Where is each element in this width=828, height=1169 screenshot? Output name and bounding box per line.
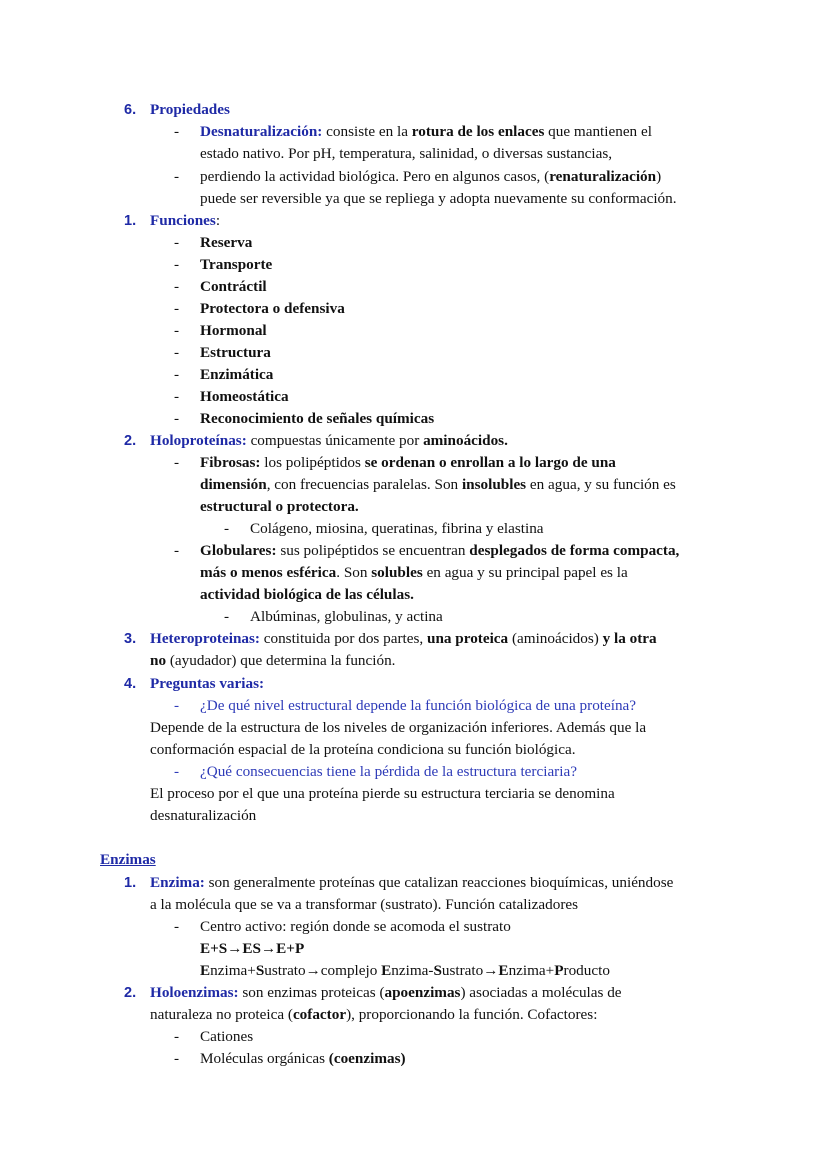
bullet-dash: - xyxy=(174,278,180,295)
bullet-dash: - xyxy=(174,256,180,273)
section-title-preguntas: Preguntas varias: xyxy=(150,675,265,692)
equation-segment: E xyxy=(498,962,509,979)
bullet-dash: - xyxy=(174,344,180,361)
list-number: 1. xyxy=(124,875,137,891)
bullet-dash: - xyxy=(174,763,180,780)
cofactor-cationes: Cationes xyxy=(200,1028,254,1045)
globulares-examples: Albúminas, globulinas, y actina xyxy=(250,608,443,625)
bullet-dash: - xyxy=(174,366,180,383)
answer-2-line-1: El proceso por el que una proteína pierde su estructura terciaria se denomina xyxy=(150,785,615,802)
equation-segment: nzima- xyxy=(391,962,434,979)
answer-1-line-1: Depende de la estructura de los niveles de organización inferiores. Además que la xyxy=(150,719,647,736)
funcion-item: Transporte xyxy=(200,256,273,273)
equation-segment: roducto xyxy=(563,962,610,979)
bullet-dash: - xyxy=(174,1050,180,1067)
equation-segment: E xyxy=(381,962,392,979)
enzima-line-2: a la molécula que se va a transformar (sustrato). Función catalizadores xyxy=(150,896,579,913)
funcion-item: Enzimática xyxy=(200,366,274,383)
question-2: ¿Qué consecuencias tiene la pérdida de la estructura terciaria? xyxy=(200,763,577,780)
renaturalizacion-line-2: puede ser reversible ya que se repliega y adopta nuevamente su conformación. xyxy=(200,190,677,207)
funcion-item: Hormonal xyxy=(200,322,267,339)
holoenzimas-line-2: naturaleza no proteica (cofactor), proporcionando la función. Cofactores: xyxy=(150,1006,598,1023)
equation-segment: ustrato→ xyxy=(441,962,499,979)
section-title-propiedades: Propiedades xyxy=(150,101,230,118)
fibrosas-line-3: estructural o protectora. xyxy=(200,498,359,515)
heteroproteinas-line-1: Heteroproteinas: constituida por dos partes, una proteica (aminoácidos) y la otra xyxy=(150,630,657,647)
section-title-funciones: Funciones: xyxy=(150,212,221,229)
centro-activo: Centro activo: región donde se acomoda el sustrato xyxy=(200,918,511,935)
funcion-item: Reserva xyxy=(200,234,253,251)
renaturalizacion-line-1: perdiendo la actividad biológica. Pero en algunos casos, (renaturalización) xyxy=(200,168,662,185)
list-number: 3. xyxy=(124,631,137,647)
holoenzimas-line-1: Holoenzimas: son enzimas proteicas (apoenzimas) asociadas a moléculas de xyxy=(150,984,622,1001)
funcion-item: Protectora o defensiva xyxy=(200,300,345,317)
heading-enzimas-link[interactable]: Enzimas xyxy=(100,851,156,868)
equation-segment: E xyxy=(200,962,211,979)
desnaturalizacion-line-1: Desnaturalización: consiste en la rotura de los enlaces que mantienen el xyxy=(200,123,652,140)
bullet-dash: - xyxy=(174,1028,180,1045)
heteroproteinas-line-2: no (ayudador) que determina la función. xyxy=(150,652,396,669)
cofactor-moleculas-organicas: Moléculas orgánicas (coenzimas) xyxy=(200,1050,406,1067)
answer-2-line-2: desnaturalización xyxy=(150,807,257,824)
equation-segment: S xyxy=(433,962,442,979)
holoproteinas-line: Holoproteínas: compuestas únicamente por aminoácidos. xyxy=(150,432,508,449)
enzima-line-1: Enzima: son generalmente proteínas que catalizan reacciones bioquímicas, uniéndose xyxy=(150,874,674,891)
list-number: 6. xyxy=(124,102,137,118)
bullet-dash: - xyxy=(174,322,180,339)
equation-segment: P xyxy=(554,962,564,979)
bullet-dash: - xyxy=(174,388,180,405)
reaction-equation-words xyxy=(200,960,610,982)
bullet-dash: - xyxy=(224,608,230,625)
bullet-dash: - xyxy=(174,918,180,935)
globulares-line-1: Globulares: sus polipéptidos se encuentran desplegados de forma compacta, xyxy=(200,542,680,559)
fibrosas-line-2: dimensión, con frecuencias paralelas. Son insolubles en agua, y su función es xyxy=(200,476,676,493)
bullet-dash: - xyxy=(224,520,230,537)
bullet-dash: - xyxy=(174,234,180,251)
question-1: ¿De qué nivel estructural depende la función biológica de una proteína? xyxy=(200,697,637,714)
desnaturalizacion-line-2: estado nativo. Por pH, temperatura, salinidad, o diversas sustancias, xyxy=(200,145,613,162)
bullet-dash: - xyxy=(174,410,180,427)
equation-segment: nzima+ xyxy=(508,962,555,979)
funcion-item: Estructura xyxy=(200,344,271,361)
funcion-item: Reconocimiento de señales químicas xyxy=(200,410,435,427)
globulares-line-2: más o menos esférica. Son solubles en agua y su principal papel es la xyxy=(200,564,628,581)
bullet-dash: - xyxy=(174,300,180,317)
equation-segment: S xyxy=(255,962,265,979)
bullet-dash: - xyxy=(174,542,180,559)
bullet-dash: - xyxy=(174,168,180,185)
list-number: 4. xyxy=(124,676,137,692)
funcion-item: Contráctil xyxy=(200,278,267,295)
bullet-dash: - xyxy=(174,454,180,471)
equation-segment: ustrato→complejo xyxy=(264,962,382,979)
globulares-line-3: actividad biológica de las células. xyxy=(200,586,414,603)
list-number: 2. xyxy=(124,433,137,449)
reaction-equation: E+S→ES→E+P xyxy=(200,940,305,957)
fibrosas-line-1: Fibrosas: los polipéptidos se ordenan o enrollan a lo largo de una xyxy=(200,454,616,471)
bullet-dash: - xyxy=(174,123,180,140)
list-number: 1. xyxy=(124,213,137,229)
fibrosas-examples: Colágeno, miosina, queratinas, fibrina y elastina xyxy=(250,520,544,537)
funcion-item: Homeostática xyxy=(200,388,289,405)
list-number: 2. xyxy=(124,985,137,1001)
equation-segment: nzima+ xyxy=(210,962,256,979)
bullet-dash: - xyxy=(174,697,180,714)
answer-1-line-2: conformación espacial de la proteína condiciona su función biológica. xyxy=(150,741,576,758)
